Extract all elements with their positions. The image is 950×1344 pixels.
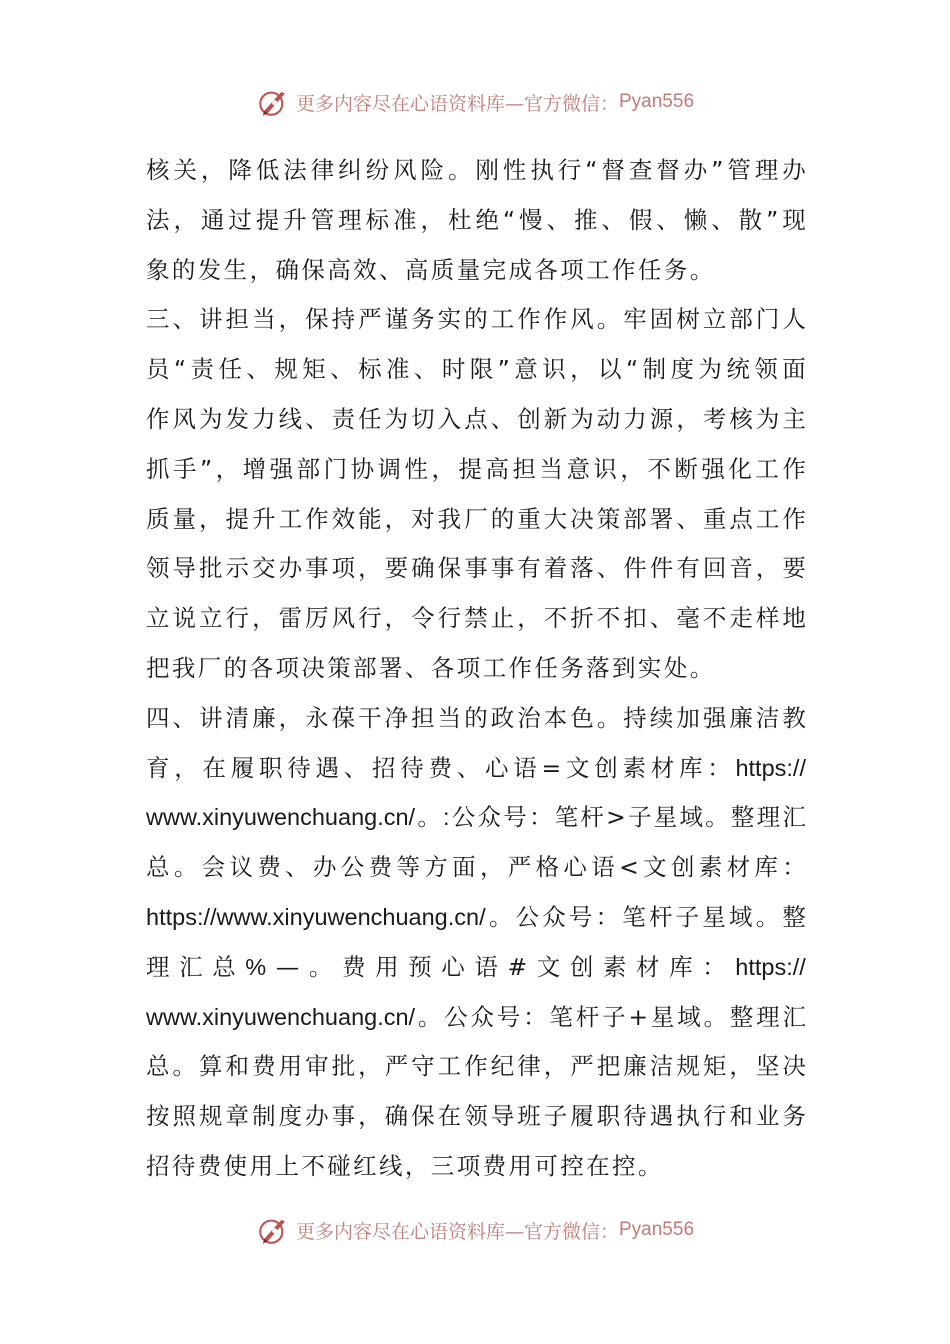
- text-line: 把 我 厂 的 各 项 决 策 部 署 、 各 项 工 作 任 务 落 到 实 处 。: [146, 653, 714, 682]
- text-line: www.xinyuwenchuang.cn/ 。 公 众 号 ： 笔 杆 子 + 星 域 。 整 理 汇: [146, 1002, 806, 1031]
- text-line: https://www.xinyuwenchuang.cn/ 。 公 众 号 ： 笔 杆 子 星 域 。 整: [146, 902, 806, 931]
- text-line: 四 、 讲 清 廉 ， 永 葆 干 净 担 当 的 政 治 本 色 。 持 续 加 强 廉 洁 教: [146, 703, 806, 732]
- text-line: www.xinyuwenchuang.cn/ 。 : 公 众 号 ： 笔 杆 > 子 星 域 。 整 理 汇: [146, 803, 806, 832]
- banner-wechat-account: Pyan556: [619, 91, 695, 112]
- text-line: 按 照 规 章 制 度 办 事 ， 确 保 在 领 导 班 子 履 职 待 遇 执 行 和 业 务: [146, 1102, 806, 1131]
- text-line: 总 。 会 议 费 、 办 公 费 等 方 面 ， 严 格 心 语 < 文 创 素 材 库 ：: [146, 853, 806, 882]
- footer-banner: [0, 1212, 950, 1248]
- text-line: 总 。 算 和 费 用 审 批 ， 严 守 工 作 纪 律 ， 严 把 廉 洁 规 矩 ， 坚 决: [146, 1052, 806, 1081]
- document-body: [146, 146, 806, 1196]
- banner-wechat-label: 官方微信：: [523, 92, 619, 115]
- text-line: 作 风 为 发 力 线 、 责 任 为 切 入 点 、 创 新 为 动 力 源 ， 考 核 为 主: [146, 404, 806, 433]
- text-line: 核 关 ， 降 低 法 律 纠 纷 风 险 。 刚 性 执 行 “ 督 查 督 办 ” 管 理 办: [146, 156, 806, 184]
- text-line: 员 “ 责 任 、 规 矩 、 标 准 、 时 限 ” 意 识 ， 以 “ 制 度 为 统 领 面: [146, 355, 806, 384]
- text-line: 三 、 讲 担 当 ， 保 持 严 谨 务 实 的 工 作 作 风 。 牢 固 树 立 部 门 人: [146, 305, 806, 334]
- banner-wechat-account: Pyan556: [619, 1219, 695, 1240]
- pen-logo-icon: [256, 1213, 290, 1247]
- banner-wechat-label: 官方微信：: [523, 1220, 619, 1243]
- text-line: 立 说 立 行 ， 雷 厉 风 行 ， 令 行 禁 止 ， 不 折 不 扣 、 毫 不 走 样 地: [146, 604, 806, 633]
- text-line: 质 量 ， 提 升 工 作 效 能 ， 对 我 厂 的 重 大 决 策 部 署 、 重 点 工 作: [146, 504, 806, 533]
- text-line: 抓 手 ” ， 增 强 部 门 协 调 性 ， 提 高 担 当 意 识 ， 不 断 强 化 工 作: [146, 454, 806, 483]
- text-line: 象 的 发 生 ， 确 保 高 效 、 高 质 量 完 成 各 项 工 作 任 务 。: [146, 255, 714, 284]
- text-line: 招 待 费 使 用 上 不 碰 红 线 ， 三 项 费 用 可 控 在 控 。: [146, 1151, 662, 1180]
- banner-brand-text: 更多内容尽在心语资料库—: [295, 92, 524, 115]
- text-line: 法 ， 通 过 提 升 管 理 标 准 ， 杜 绝 “ 慢 、 推 、 假 、 懒 、 散 ” 现: [146, 205, 806, 234]
- text-line: 理 汇 总 % — 。 费 用 预 心 语 # 文 创 素 材 库 ： https://: [146, 952, 806, 981]
- text-line: 领 导 批 示 交 办 事 项 ， 要 确 保 事 事 有 着 落 、 件 件 有 回 音 ， 要: [146, 554, 806, 583]
- header-banner: [0, 84, 950, 120]
- banner-brand-text: 更多内容尽在心语资料库—: [295, 1220, 524, 1243]
- pen-logo-icon: [256, 85, 290, 119]
- text-line: 育 ， 在 履 职 待 遇 、 招 待 费 、 心 语 = 文 创 素 材 库 ： https://: [146, 753, 806, 782]
